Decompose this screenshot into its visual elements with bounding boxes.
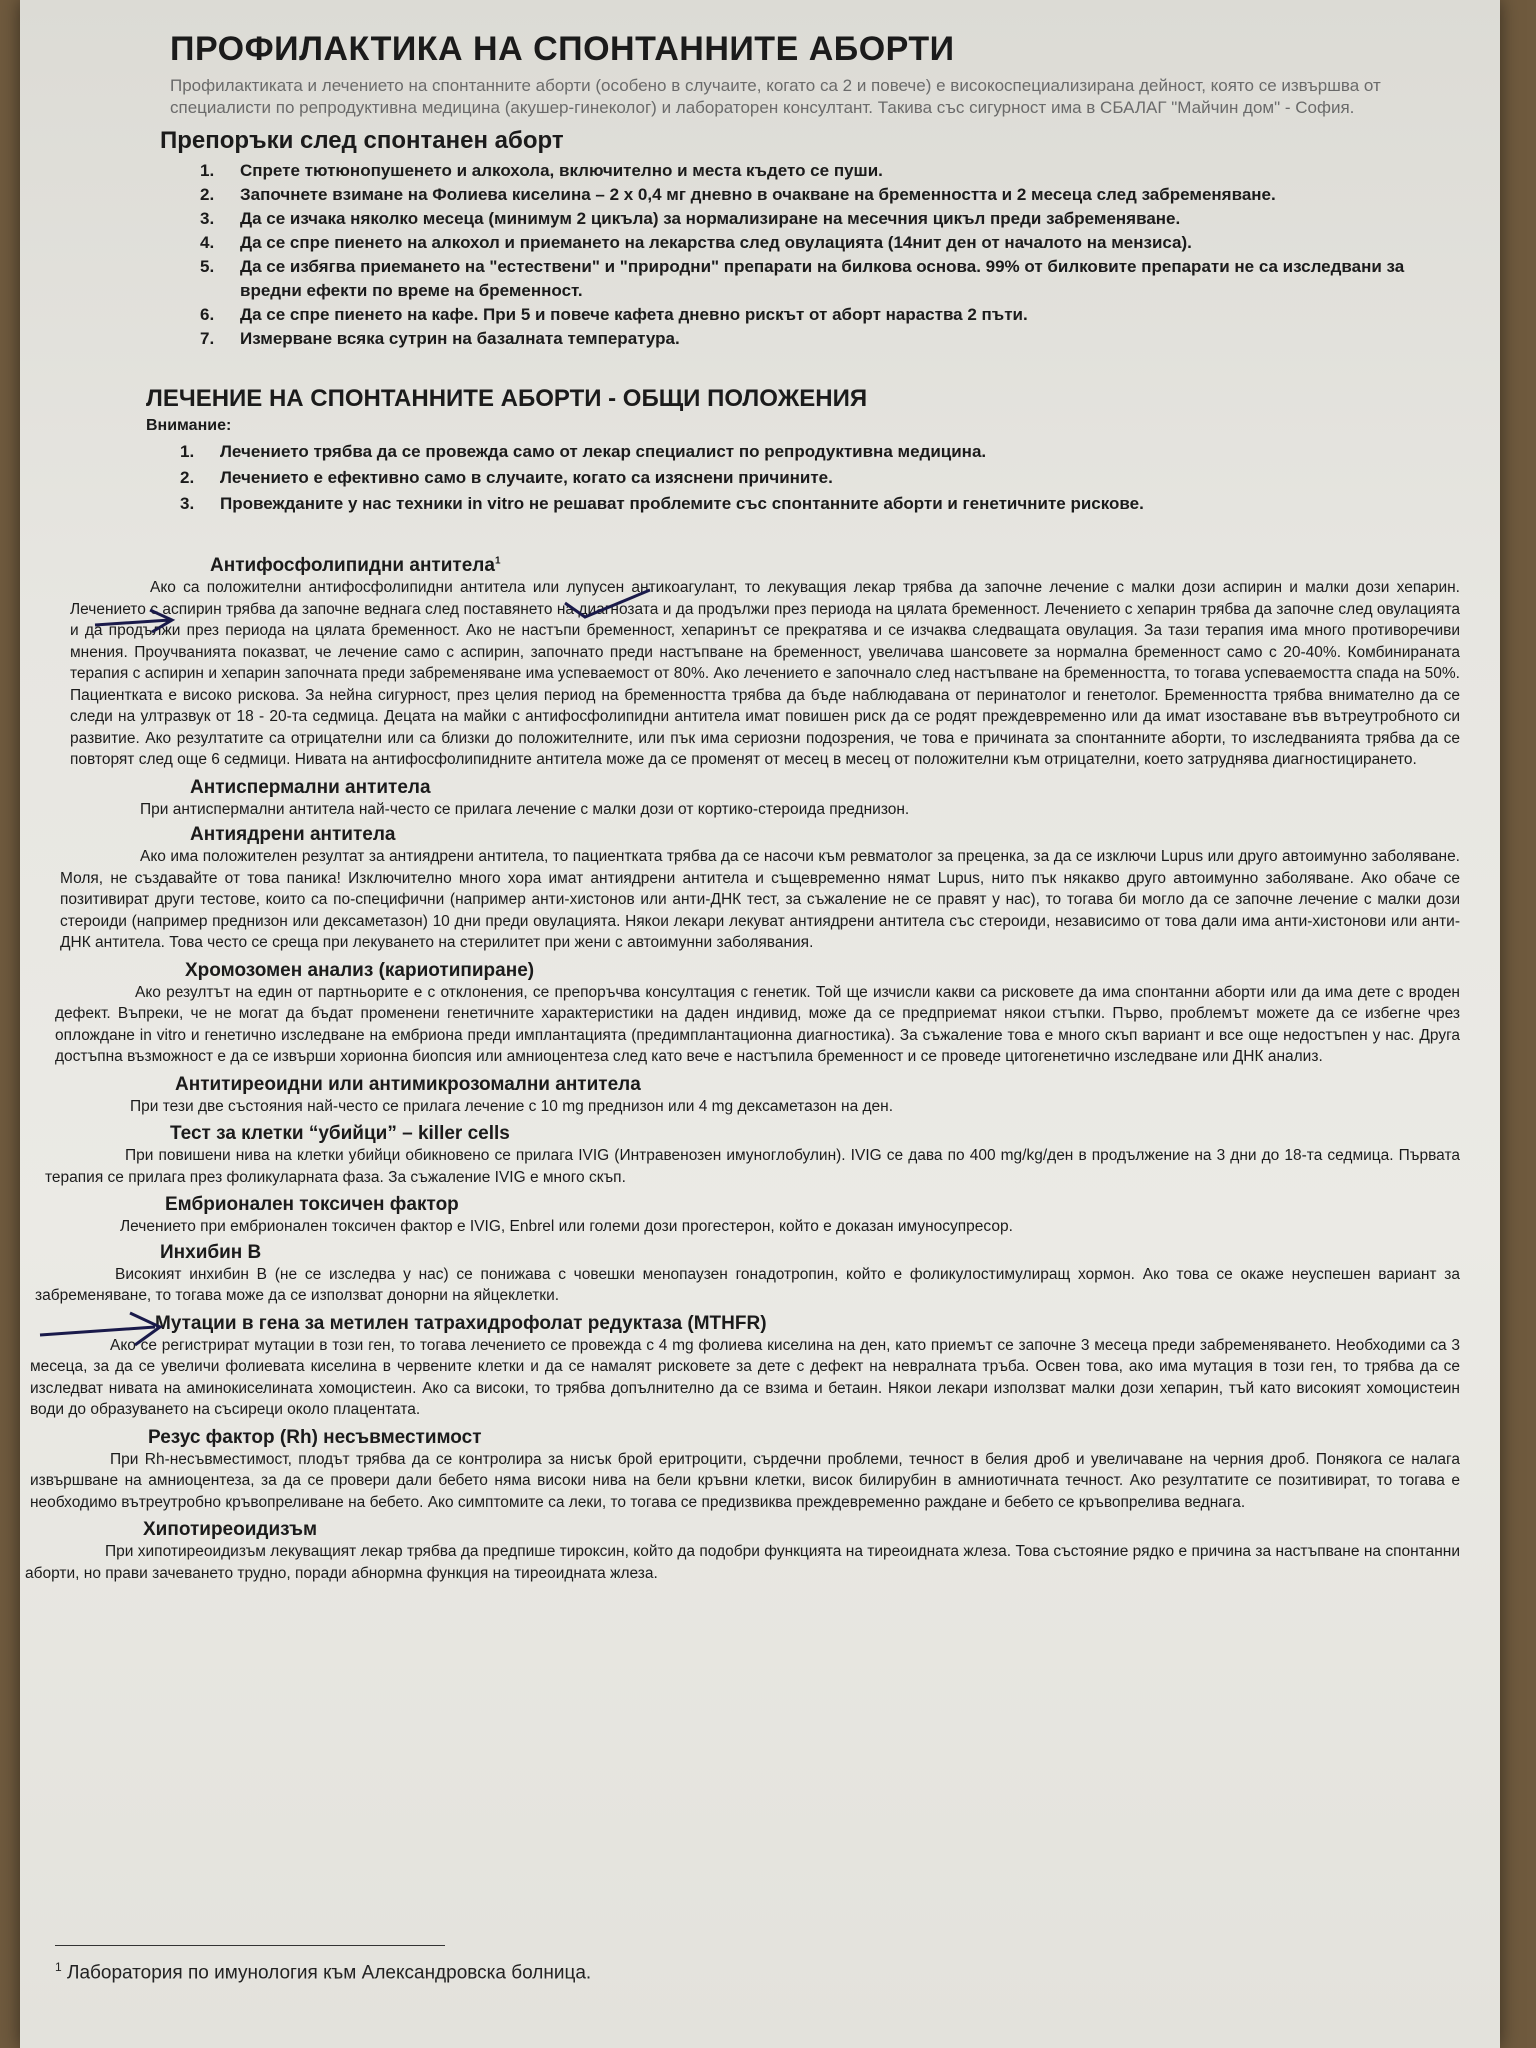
list-item: 4. Да се спре пиенето на алкохол и приемането на лекарства след овулацията (14нит ден от началото на мензиса). [200,233,1192,252]
list-item: 7. Измерване всяка сутрин на базалната температура. [200,329,680,348]
section-body: При Rh-несъвместимост, плодът трябва да се контролира за нисък брой еритроцити, сърдечни проблеми, течност в белия дроб и увеличаване на черния дроб. Понякога се налага извършване на амниоцентеза, за да се провери дали бебето няма високи нива на бели кръвни клетки, висок билирубин в амниотичната течност. Ако резултатите се позитивират, то тогава е необходимо вътреутробно кръвопреливане на бебето. Ако симптомите са леки, то тогава се предизвиква преждевременно раждане и бебето се кръвопрелива веднага. [30,1450,1460,1511]
section-karyotype [55,960,1460,1068]
section-body: Лечението при ембрионален токсичен фактор е IVIG, Enbrel или големи дози прогестерон, който е доказан имуносупресор. [120,1218,1013,1235]
section-body: При антиспермални антитела най-често се прилага лечение с малки дози от кортико-стероида преднизон. [140,800,910,818]
section-antinuclear [60,824,1460,954]
section-embryo-toxic [40,1194,1460,1238]
section-antithyroid [50,1074,1460,1118]
section-inhibin [35,1242,1460,1307]
pen-checkmark-icon [560,585,660,625]
recommendations-heading: Препоръки след спонтанен аборт [160,127,564,154]
list-item: 3. Да се изчака няколко месеца (минимум 2 цикъла) за нормализиране на месечния цикъл преди забременяване. [200,209,1181,228]
section-heading: Инхибин В [160,1241,262,1263]
section-rh [30,1427,1460,1514]
section-heading: Антитиреоидни или антимикрозомални антитела [175,1073,641,1095]
list-item: 3. Провежданите у нас техники in vitro не решават проблемите със спонтанните аборти и генетичните рискове. [180,494,1144,513]
section-heading: Хипотиреоидизъм [143,1519,318,1540]
footnote-divider [55,1945,445,1946]
document-page [20,0,1500,2048]
footnote-mark: 1 [55,1960,62,1974]
section-body: Ако има положителен резултат за антиядрени антитела, то пациентката трябва да се насочи към ревматолог за преценка, за да се изключи Lupus или друго автоимунно заболяване. Моля, не създавайте от това паника! Изключително много хора имат антиядрени антитела и същевременно нямат Lupus, нито пък някакво друго автоимунно заболяване. Ако обаче се позитивират други тестове, които са по-специфични (например анти-хистонов или анти-ДНК тест, за съжаление не се правят у нас), то тогава би могло да се започне лечение с малки дози стероиди (например преднизон или дексаметазон) 10 дни преди овулацията. Някои лекари лекуват антиядрени антитела със стероиди, независимо от това дали има анти-хистонови или анти-ДНК антитела. Това често се среща при лекуването на стерилитет при жени с автоимунни заболявания. [60,848,1460,951]
section-body: Ако се регистрират мутации в този ген, то тогава лечението се провежда с 4 mg фолиева киселина на ден, като приемът се започне 3 месеца преди забременяването. Необходими са 3 месеца, за да се увеличи фолиевата киселина в червените клетки и да се намалят рисковете за дете с дефект на невралната тръба. Освен това, ако има мутация в този ген, то трябва да се изследват нивата на аминокиселината хомоцистеин. Ако са високи, то трябва допълнително да се взима и бетаин. Някои лекари използват малки дози хепарин, тъй като високият хомоцистеин води до образуването на съсиреци около плацентата. [30,1336,1460,1418]
section-mthfr [30,1313,1460,1421]
section-heading: Антифосфолипидни антитела [210,555,495,576]
footnote-text: Лаборатория по имунология към Александровска болница. [66,1962,592,1984]
list-item: 6. Да се спре пиенето на кафе. При 5 и повече кафета дневно рискът от аборт нараства 2 пъти. [200,305,1028,324]
section-heading: Антиспермални антитела [190,776,431,798]
section-killer-cells [45,1123,1460,1188]
list-item: 2. Започнете взимане на Фолиева киселина – 2 х 0,4 мг дневно в очакване на бременността и 2 месеца след забременяване. [200,185,1276,204]
section-hypothyroid [25,1519,1460,1584]
treatment-list [180,439,1460,517]
section-heading: Хромозомен анализ (кариотипиране) [185,959,535,981]
section-heading: Резус фактор (Rh) несъвместимост [148,1426,482,1448]
section-heading: Тест за клетки “убийци” – killer cells [170,1123,510,1144]
pen-arrow-icon [90,600,180,640]
document-content [25,10,1460,1584]
section-heading: Антиядрени антитела [190,824,396,845]
recommendations-list [200,159,1460,351]
list-item: 5. Да се избягва приемането на "естествени" и "природни" препарати на билкова основа. 99% от билковите препарати не са изследвани за вредни ефекти по време на бременност. [200,257,1405,300]
section-body: При хипотиреоидизъм лекуващият лекар трябва да предпише тироксин, който да подобри функцията на тиреоидната жлеза. Това състояние рядко е причина за настъпване на спонтанни аборти, но прави зачеването трудно, поради абнормна функция на тиреоидната жлеза. [25,1543,1460,1582]
treatment-heading: ЛЕЧЕНИЕ НА СПОНТАННИТЕ АБОРТИ - ОБЩИ ПОЛОЖЕНИЯ [146,385,868,412]
list-item: 2. Лечението е ефективно само в случаите, когато са изяснени причините. [180,468,833,487]
section-body: Високият инхибин В (не се изследва у нас) се понижава с човешки менопаузен гонадотропин, който е фоликулостимулиращ хормон. Ако това се окаже неуспешен вариант за забременяване, то тогава може да се използват донорни на яйцеклетки. [35,1265,1460,1304]
section-heading: Ембрионален токсичен фактор [165,1194,459,1215]
section-body: При тези две състояния най-често се прилага лечение с 10 mg преднизон или 4 mg дексаметазон на ден. [130,1097,894,1115]
list-item: 1. Лечението трябва да се провежда само от лекар специалист по репродуктивна медицина. [180,442,987,461]
section-heading: Мутации в гена за метилен татрахидрофолат редуктаза (MTHFR) [155,1312,767,1334]
section-body: Ако резултът на един от партньорите е с отклонения, се препоръчва консултация с генетик. Той ще изчисли какви са рисковете да има спонтанни аборти или да има дете с вроден дефект. Въпреки, че не могат да бъдат променени генетичните характеристики на даден индивид, може да се предприемат някои стъпки. Първо, проблемът можете да се избегне чрез оплождане in vitro и генетично изследване на ембриона преди имплантацията (предимплантационна диагностика). За съжаление това е много скъп вариант и все още недостъпен у нас. Друга достъпна възможност е да се извърши хорионна биопсия или амниоцентеза след като вече е настъпила бременност и се проведе цитогенетично изследване или ДНК анализ. [55,983,1460,1065]
footnote-mark: 1 [494,555,501,567]
pen-arrow-icon [35,1305,175,1350]
section-body: Ако са положителни антифосфолипидни антитела или лупусен антикоагулант, то лекуващия лекар трябва да започне лечение с малки дози аспирин и малки дози хепарин. Лечението с аспирин трябва да започне веднага след поставянето на диагнозата и да продължи през периода на цялата бременност. Лечението с хепарин трябва да започне след овулацията и да продължи през периода на цялата бременност. Ако не настъпи бременност, хепаринът се прекратява и се изчаква следващата овулация. За тази терапия има много противоречиви мнения. Проучванията показват, че лечение само с аспирин, започнато преди настъпване на бременност, увеличава шансовете за нормална бременност само с 20-40%. Комбинираната терапия с аспирин и хепарин започната преди забременяване има успеваемост от 80%. Ако лечението е започнало след настъпване на бременността, то тогава успеваемостта спада на 50%. Пациентката е високо рискова. За нейна сигурност, през целия период на бременността трябва да бъде наблюдавана от перинатолог и генетолог. Бременността трябва внимателно да се следи на ултразвук от 18 - 20-та седмица. Децата на майки с антифосфолипидни антитела имат повишен риск да се родят преждевременно или да имат изоставане във вътреутробното си развитие. Ако резултатите са отрицателни или са близки до положителните, или пък има сериозни подозрения, че това е причината за спонтанните аборти, то изследванията трябва да се повторят след още 6 седмици. Нивата на антифосфолипидните антитела може да се променят от месец в месец от положителни към отрицателни, което затруднява диагностицирането. [70,579,1460,768]
intro-paragraph: Профилактиката и лечението на спонтанните аборти (особено в случаите, когато са 2 и повече) е високоспециализирана дейност, която се извършва от специалисти по репродуктивна медицина (акушер-гинеколог) и лабораторен консултант. Такива със сигурност има в СБАЛАГ "Майчин дом" - София. [170,76,1381,117]
section-antisperm [60,777,1460,821]
footnote [55,1960,591,1984]
page-title: ПРОФИЛАКТИКА НА СПОНТАННИТЕ АБОРТИ [170,30,955,68]
section-antiphospholipid [70,555,1460,771]
attention-label: Внимание: [146,417,232,434]
section-body: При повишени нива на клетки убийци обикновено се прилага IVIG (Интравенозен имуноглобулин). IVIG се дава по 400 mg/kg/ден в продължение на 3 дни до 18-та седмица. Първата терапия се прилага през фоликуларната фаза. За съжаление IVIG е много скъп. [45,1147,1460,1186]
list-item: 1. Спрете тютюнопушенето и алкохола, включително и места където се пуши. [200,161,883,180]
